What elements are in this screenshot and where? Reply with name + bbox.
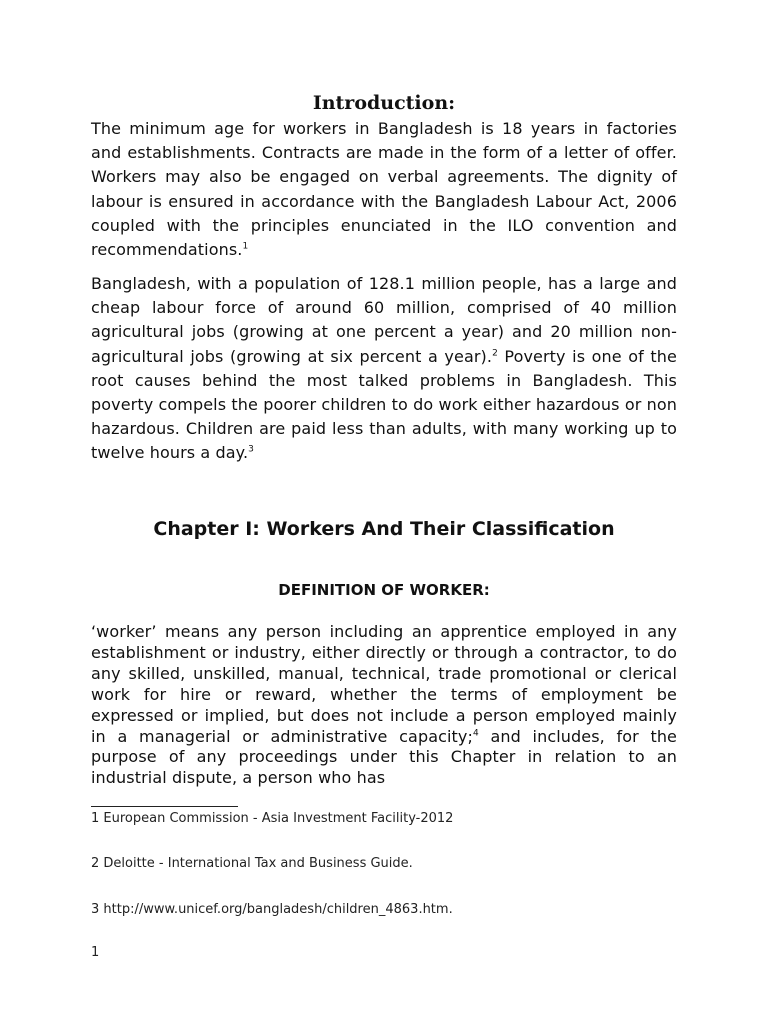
intro-paragraph-2 [91, 272, 677, 466]
footnote-ref-1: 1 [242, 241, 249, 252]
definition-heading: DEFINITION OF WORKER: [278, 581, 490, 599]
definition-text-a: ‘worker’ means any person including an apprentice employed in any establishment or industry, either directly or through a contractor, to do any skilled, unskilled, manual, technical, trade promotional or clerical work for hire or reward, whether the terms of employment be expressed or implied, but does not include a person employed mainly in a managerial or administrative capacity; [91, 622, 677, 746]
footnote-ref-2: 2 [492, 348, 498, 359]
footnote-ref-3: 3 [248, 445, 254, 456]
chapter-heading: Chapter I: Workers And Their Classification [153, 518, 615, 540]
intro-paragraph-2-text-b: Poverty is one of the root causes behind the most talked problems in Bangladesh. This poverty compels the poorer children to do work either hazardous or non hazardous. Children are paid less than adults, with many working up to twelve hours a day. [91, 346, 677, 463]
intro-paragraph-1-text: The minimum age for workers in Bangladesh is 18 years in factories and establishments. Contracts are made in the form of a letter of offer. Workers may also be engaged on verbal agreements. The dignity of labour is ensured in accordance with the Bangladesh Labour Act, 2006 coupled with the principles enunciated in the ILO convention and recommendations. [91, 119, 677, 260]
definition-text-b: and includes, for the purpose of any proceedings under this Chapter in relation to an industrial dispute, a person who has [91, 726, 678, 788]
definition-paragraph [91, 622, 677, 789]
intro-paragraph-1 [91, 117, 677, 262]
footnote-ref-4: 4 [473, 728, 479, 739]
page-number: 1 [91, 945, 100, 960]
footnote-3: 3 http://www.unicef.org/bangladesh/children_4863.htm. [91, 902, 453, 917]
footnote-separator [91, 806, 238, 807]
footnote-2: 2 Deloitte - International Tax and Business Guide. [91, 856, 413, 871]
footnote-1: 1 European Commission - Asia Investment Facility-2012 [91, 811, 454, 826]
introduction-heading: Introduction: [312, 92, 456, 114]
intro-paragraph-2-text-a: Bangladesh, with a population of 128.1 million people, has a large and cheap labour force of around 60 million, comprised of 40 million agricultural jobs (growing at one percent a year) and 20 million non-agricultural jobs (growing at six percent a year). [91, 274, 677, 366]
